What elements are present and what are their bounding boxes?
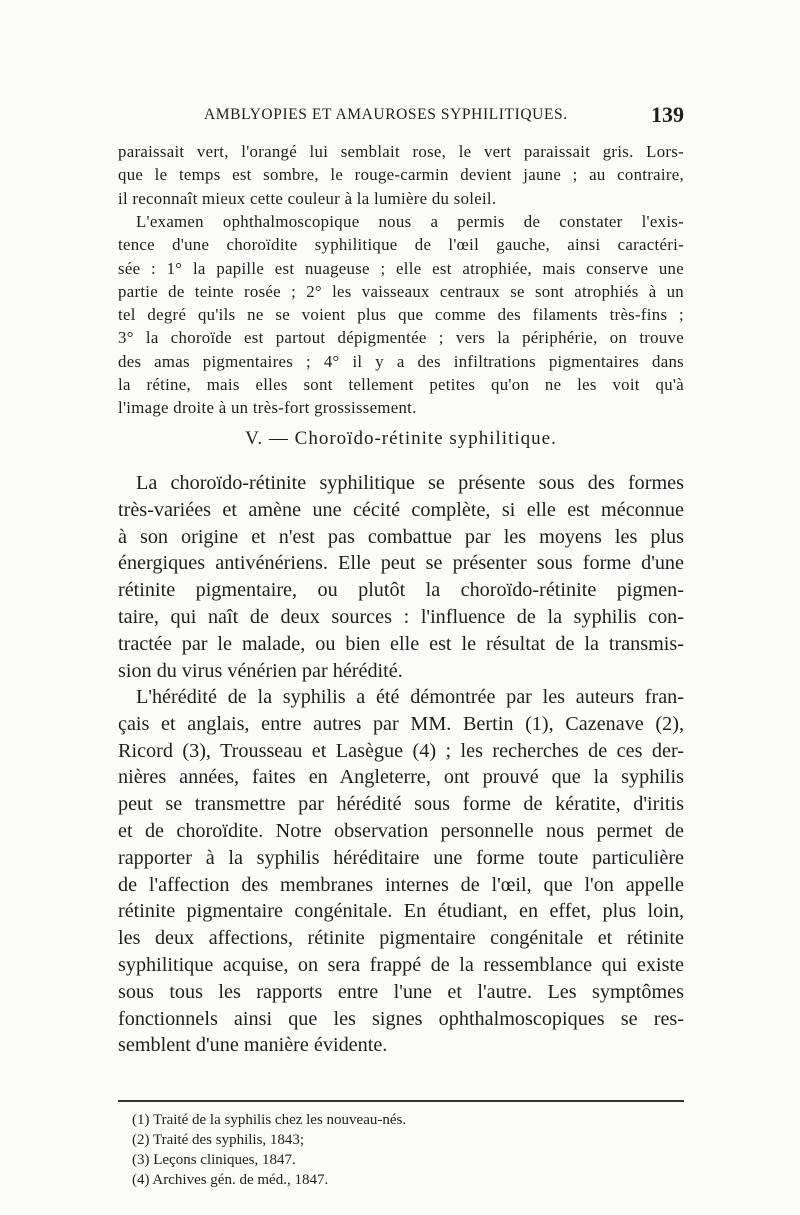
text-line: sion du virus vénérien par hérédité.: [118, 659, 403, 682]
paragraph-chorioretinitis: [118, 470, 684, 684]
text-line: fonctionnels ainsi que les signes ophthalmoscopiques se res-: [118, 1007, 684, 1030]
footnotes: [132, 1110, 672, 1190]
text-line: tractée par le malade, ou bien elle est le résultat de la transmis-: [118, 632, 684, 655]
text-line: que le temps est sombre, le rouge-carmin devient jaune ; au contraire,: [118, 165, 684, 185]
text-line: l'image droite à un très-fort grossissement.: [118, 398, 417, 418]
text-line: sous tous les rapports entre l'une et l'autre. Les symptômes: [118, 980, 684, 1003]
paragraph-heredity: [118, 684, 684, 1059]
footnote: (3) Leçons cliniques, 1847.: [132, 1152, 296, 1168]
text-line: énergiques antivénériens. Elle peut se présenter sous forme d'une: [118, 552, 684, 575]
text-line: la rétine, mais elles sont tellement petites qu'on ne les voit qu'à: [118, 375, 684, 395]
text-line: rétinite pigmentaire, ou plutôt la choroïdo-rétinite pigmen-: [118, 579, 684, 602]
text-line: peut se transmettre par hérédité sous forme de kératite, d'iritis: [118, 793, 684, 816]
footnote: (4) Archives gén. de méd., 1847.: [132, 1172, 329, 1188]
text-line: de l'affection des membranes internes de l'œil, que l'on appelle: [118, 873, 684, 896]
text-line: taire, qui naît de deux sources : l'influence de la syphilis con-: [118, 605, 684, 628]
text-line: Ricord (3), Trousseau et Lasègue (4) ; les recherches de ces der-: [118, 739, 684, 762]
text-line: paraissait vert, l'orangé lui semblait rose, le vert paraissait gris. Lors-: [118, 142, 684, 161]
text-line: très-variées et amène une cécité complète, si elle est méconnue: [118, 498, 684, 521]
text-line: sée : 1° la papille est nuageuse ; elle est atrophiée, mais conserve une: [118, 258, 684, 278]
text-line: les deux affections, rétinite pigmentaire congénitale et rétinite: [118, 927, 684, 950]
text-line: semblent d'une manière évidente.: [118, 1034, 388, 1057]
text-line: rétinite pigmentaire congénitale. En étudiant, en effet, plus loin,: [118, 900, 684, 923]
text-line: nières années, faites en Angleterre, ont prouvé que la syphilis: [118, 766, 684, 789]
page-header: [118, 102, 684, 128]
paragraph-examination: [118, 210, 684, 420]
text-line: tence d'une choroïdite syphilitique de l'œil gauche, ainsi caractéri-: [118, 235, 684, 255]
text-line: L'examen ophthalmoscopique nous a permis de constater l'exis-: [136, 212, 684, 231]
text-line: çais et anglais, entre autres par MM. Bertin (1), Cazenave (2),: [118, 712, 684, 735]
page-number: 139: [651, 102, 684, 127]
section-heading: V. — Choroïdo-rétinite syphilitique.: [245, 428, 557, 449]
running-title: AMBLYOPIES ET AMAUROSES SYPHILITIQUES.: [204, 106, 568, 123]
footnote: (1) Traité de la syphilis chez les nouveau-nés.: [132, 1112, 407, 1128]
text-line: syphilitique acquise, on sera frappé de la ressemblance qui existe: [118, 953, 684, 976]
text-line: à son origine et n'est pas combattue par les moyens les plus: [118, 525, 684, 548]
footnote-divider: [118, 1100, 684, 1102]
text-line: tel degré qu'ils ne se voient plus que comme des filaments très-fins ;: [118, 305, 684, 325]
text-line: des amas pigmentaires ; 4° il y a des infiltrations pigmentaires dans: [118, 351, 684, 371]
paragraph-continuation: [118, 140, 684, 210]
text-line: il reconnaît mieux cette couleur à la lumière du soleil.: [118, 188, 497, 208]
text-line: La choroïdo-rétinite syphilitique se présente sous des formes: [136, 472, 684, 494]
text-line: partie de teinte rosée ; 2° les vaisseaux centraux se sont atrophiés à un: [118, 281, 684, 301]
text-line: et de choroïdite. Notre observation personnelle nous permet de: [118, 819, 684, 842]
text-line: L'hérédité de la syphilis a été démontrée par les auteurs fran-: [136, 686, 684, 708]
footnote: (2) Traité des syphilis, 1843;: [132, 1132, 305, 1148]
text-line: 3° la choroïde est partout dépigmentée ; vers la périphérie, on trouve: [118, 328, 684, 348]
text-line: rapporter à la syphilis héréditaire une forme toute particulière: [118, 846, 684, 869]
